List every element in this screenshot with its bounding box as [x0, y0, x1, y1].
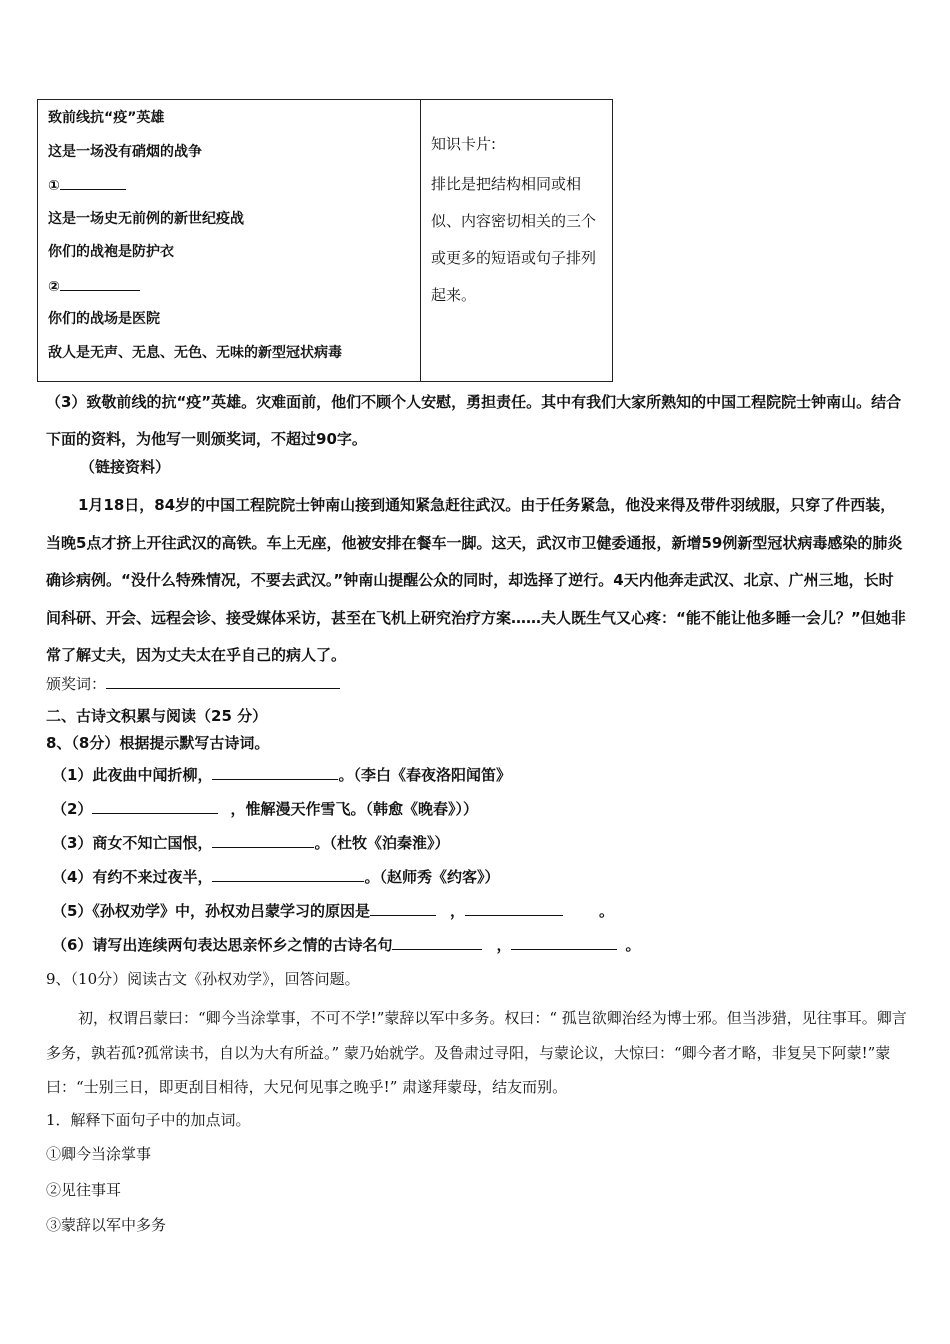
card-title: 知识卡片:	[431, 135, 497, 153]
knowledge-card	[421, 100, 612, 381]
q8-item-6: （6）请写出连续两句表达思亲怀乡之情的古诗名句 ， 。	[52, 936, 641, 954]
answer-blank-1[interactable]	[60, 175, 126, 190]
q8-blank-6b[interactable]	[511, 935, 617, 950]
card-text: 排比是把结构相同或相似、内容密切相关的三个或更多的短语或句子排列起来。	[431, 175, 597, 304]
q8-item-5: （5）《孙权劝学》中，孙权劝吕蒙学习的原因是 ， 。	[52, 902, 614, 920]
answer-blank-2[interactable]	[60, 276, 140, 291]
award-label: 颁奖词：	[46, 675, 107, 693]
link-material: 1月18日，84岁的中国工程院院士钟南山接到通知紧急赶往武汉。由于任务紧急，他没来得及带件羽绒服，只穿了件西装，当晚5点才挤上开往武汉的高铁。车上无座，他被安排在餐车一脚。这天，武汉市卫健委通报，新增59例新型冠状病毒感染的肺炎确诊病例。“没什么特殊情况，不要去武汉。”钟南山提醒公众的同时，却选择了逆行。4天内他奔走武汉、北京、广州三地，长时间科研、开会、远程会诊、接受媒体采访，甚至在飞机上研究治疗方案……夫人既生气又心疼：“能不能让他多睡一会儿？”但她非常了解丈夫，因为丈夫太在乎自己的病人了。	[46, 496, 906, 664]
q8-blank-5a[interactable]	[370, 901, 436, 916]
q8-item-4: （4）有约不来过夜半， 。（赵师秀《约客》）	[52, 868, 500, 886]
q9-item-2: ②见往事耳	[46, 1181, 122, 1199]
poem-table	[37, 99, 613, 382]
q3-prompt: （3）致敬前线的抗“疫”英雄。灾难面前，他们不顾个人安慰，勇担责任。其中有我们大家所熟知的中国工程院院士钟南山。结合下面的资料，为他写一则颁奖词，不超过90字。	[46, 393, 902, 448]
q9-passage: 初，权谓吕蒙曰：“卿今当涂掌事，不可不学!”蒙辞以军中多务。权曰：“ 孤岂欲卿治经为博士邪。但当涉猎，见往事耳。卿言多务，孰若孤?孤常读书，自以为大有所益。” 蒙乃始就学。及鲁肃过寻阳，与蒙论议，大惊曰：“卿今者才略，非复吴下阿蒙!”蒙曰：“士别三日，即更刮目相待，大兄何见事之晚乎!” 肃遂拜蒙母，结友而别。	[46, 1009, 907, 1096]
q9-item-3: ③蒙辞以军中多务	[46, 1216, 167, 1234]
award-answer-blank[interactable]	[106, 674, 340, 689]
poem-blank-line-1	[48, 175, 420, 209]
q8-blank-6a[interactable]	[392, 935, 482, 950]
q8-blank-4[interactable]	[212, 867, 364, 882]
q8-blank-1[interactable]	[212, 765, 338, 780]
poem-blank-line-2	[48, 276, 420, 310]
circle-marker: ③	[46, 1216, 62, 1234]
award-line	[46, 674, 340, 694]
circle-marker-1: ①	[48, 178, 60, 194]
poem-title: 致前线抗“疫”英雄	[48, 110, 165, 126]
poem-line: 这是一场没有硝烟的战争	[48, 143, 202, 160]
q9-title: 9、（10分）阅读古文《孙权劝学》，回答问题。	[46, 970, 360, 988]
circle-marker: ②	[46, 1181, 62, 1199]
link-label: （链接资料）	[80, 458, 171, 476]
poem-line: 你们的战袍是防护衣	[48, 244, 174, 260]
q8-item-2: （2） ，惟解漫天作雪飞。（韩愈《晚春》））	[52, 800, 478, 818]
poem-line: 你们的战场是医院	[48, 311, 160, 327]
q8-title: 8、（8分）根据提示默写古诗词。	[46, 734, 270, 752]
q9-sub-question-1: 1．解释下面句子中的加点词。	[46, 1111, 251, 1129]
poem-column	[38, 100, 421, 381]
circle-marker-2: ②	[48, 278, 60, 295]
q8-blank-2[interactable]	[92, 799, 218, 814]
q9-item-1: ①卿今当涂掌事	[46, 1145, 152, 1163]
q8-blank-3[interactable]	[212, 833, 314, 848]
q8-item-1: （1）此夜曲中闻折柳， 。（李白《春夜洛阳闻笛》	[52, 766, 511, 784]
poem-line: 敌人是无声、无息、无色、无味的新型冠状病毒	[48, 344, 342, 361]
q8-item-3: （3）商女不知亡国恨， 。（杜牧《泊秦淮》）	[52, 834, 450, 852]
section-2-title: 二、古诗文积累与阅读（25 分）	[46, 707, 268, 725]
poem-line: 这是一场史无前例的新世纪疫战	[48, 210, 244, 227]
q8-blank-5b[interactable]	[465, 901, 563, 916]
